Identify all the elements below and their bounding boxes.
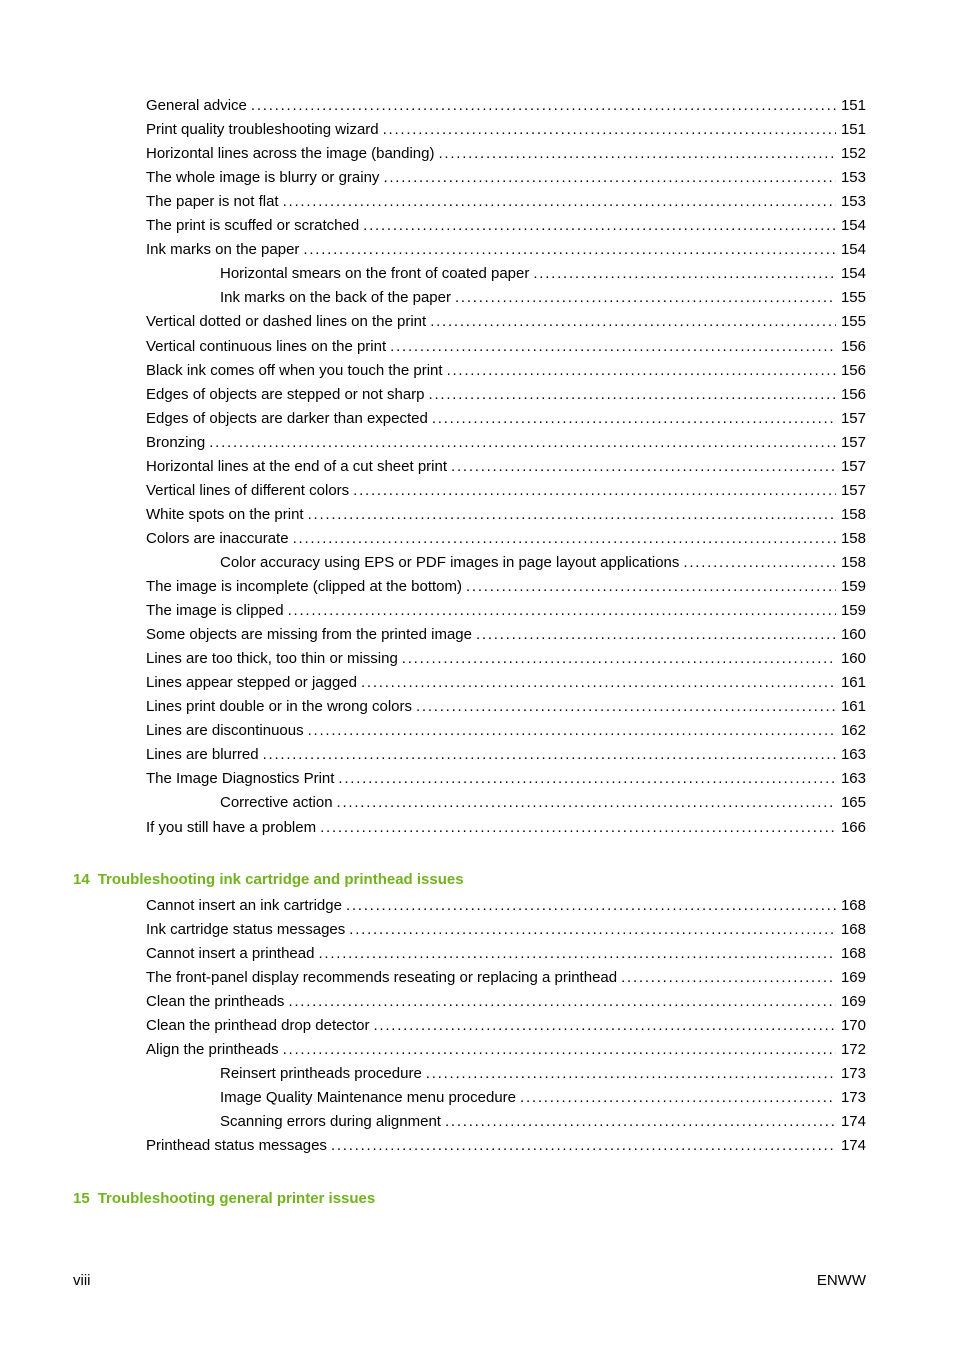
toc-entry-title: The image is clipped xyxy=(146,602,284,620)
dot-leader xyxy=(353,481,836,501)
toc-entry-page: 153 xyxy=(840,169,866,187)
toc-entry-title: Cannot insert an ink cartridge xyxy=(146,897,342,914)
toc-entry[interactable] xyxy=(146,144,866,164)
toc-entry-page: 154 xyxy=(840,217,866,235)
dot-leader xyxy=(447,361,836,381)
toc-entry[interactable] xyxy=(146,625,866,645)
toc-entry-title: Horizontal lines across the image (banding) xyxy=(146,145,435,163)
toc-entry[interactable] xyxy=(146,505,866,525)
toc-entry-title: Ink cartridge status messages xyxy=(146,921,346,938)
toc-entry-title: Lines print double or in the wrong colors xyxy=(146,698,412,716)
toc-entry-page: 151 xyxy=(840,121,866,139)
toc-entry-page: 154 xyxy=(840,241,866,259)
toc-entry-page: 157 xyxy=(840,481,866,499)
toc-entry-page: 162 xyxy=(840,722,866,740)
dot-leader xyxy=(283,1040,836,1060)
toc-entry-page: 156 xyxy=(840,361,866,379)
dot-leader xyxy=(346,896,836,916)
toc-entry-page: 172 xyxy=(840,1041,866,1058)
toc-entry-title: Image Quality Maintenance menu procedure xyxy=(220,1089,517,1106)
toc-entry-page: 160 xyxy=(840,626,866,644)
toc-entry[interactable] xyxy=(146,896,866,916)
toc-entry-page: 173 xyxy=(840,1089,866,1106)
dot-leader xyxy=(520,1088,836,1108)
chapter-title: Troubleshooting ink cartridge and printhead issues xyxy=(97,871,464,888)
toc-entry[interactable] xyxy=(220,288,866,308)
toc-entry[interactable] xyxy=(146,120,866,140)
toc-entry-title: Bronzing xyxy=(146,433,206,451)
toc-entry-title: Vertical dotted or dashed lines on the print xyxy=(146,313,427,331)
toc-entry[interactable] xyxy=(146,601,866,621)
toc-entry-title: White spots on the print xyxy=(146,505,304,523)
toc-entry-page: 163 xyxy=(840,770,866,788)
dot-leader xyxy=(308,505,836,525)
toc-entry-title: Black ink comes off when you touch the print xyxy=(146,361,443,379)
toc-entry-page: 165 xyxy=(840,794,866,812)
dot-leader xyxy=(383,168,836,188)
toc-entry-page: 157 xyxy=(840,457,866,475)
toc-entry-title: Lines are blurred xyxy=(146,746,259,764)
toc-entry-page: 169 xyxy=(840,993,866,1010)
toc-entry-title: Edges of objects are darker than expected xyxy=(146,409,428,427)
toc-entry-title: Color accuracy using EPS or PDF images in page layout applications xyxy=(220,553,680,571)
toc-entry-title: Corrective action xyxy=(220,794,333,812)
toc-entry-title: Cannot insert a printhead xyxy=(146,945,315,962)
toc-entry-title: Ink marks on the paper xyxy=(146,241,300,259)
dot-leader xyxy=(438,144,835,164)
toc-entry[interactable] xyxy=(220,1088,866,1108)
dot-leader xyxy=(432,409,836,429)
toc-entry[interactable] xyxy=(220,793,866,813)
chapter-number: 15 xyxy=(73,1190,90,1207)
toc-entry-title: Lines appear stepped or jagged xyxy=(146,674,357,692)
toc-entry-title: The whole image is blurry or grainy xyxy=(146,169,380,187)
toc-entry-page: 170 xyxy=(840,1017,866,1034)
toc-entry-page: 169 xyxy=(840,969,866,986)
dot-leader xyxy=(476,625,836,645)
dot-leader xyxy=(209,433,836,453)
dot-leader xyxy=(283,192,836,212)
dot-leader xyxy=(288,601,836,621)
toc-entry-page: 154 xyxy=(840,265,866,283)
chapter-heading-14[interactable] xyxy=(73,870,464,890)
chapter-number: 14 xyxy=(73,871,90,888)
toc-entry[interactable] xyxy=(146,769,866,789)
toc-entry-title: Printhead status messages xyxy=(146,1137,327,1154)
toc-entry-page: 159 xyxy=(840,602,866,620)
dot-leader xyxy=(402,649,836,669)
toc-entry[interactable] xyxy=(146,240,866,260)
toc-entry-page: 168 xyxy=(840,945,866,962)
chapter-heading-15[interactable] xyxy=(73,1189,375,1209)
toc-entry-page: 161 xyxy=(840,698,866,716)
toc-entry[interactable] xyxy=(146,944,866,964)
toc-entry-page: 153 xyxy=(840,193,866,211)
toc-entry-page: 158 xyxy=(840,553,866,571)
toc-entry[interactable] xyxy=(146,818,866,838)
toc-entry[interactable] xyxy=(146,457,866,477)
dot-leader xyxy=(430,312,836,332)
dot-leader xyxy=(621,968,836,988)
toc-entry[interactable] xyxy=(146,1136,866,1156)
toc-entry-title: If you still have a problem xyxy=(146,818,317,836)
toc-entry[interactable] xyxy=(146,968,866,988)
dot-leader xyxy=(361,673,836,693)
chapter-title: Troubleshooting general printer issues xyxy=(97,1190,376,1207)
toc-entry[interactable] xyxy=(146,312,866,332)
toc-entry-page: 157 xyxy=(840,433,866,451)
toc-entry-page: 155 xyxy=(840,289,866,307)
toc-entry-title: Lines are discontinuous xyxy=(146,722,304,740)
dot-leader xyxy=(373,1016,835,1036)
toc-entry-title: Scanning errors during alignment xyxy=(220,1113,441,1130)
dot-leader xyxy=(337,793,836,813)
toc-entry[interactable] xyxy=(146,1040,866,1060)
dot-leader xyxy=(466,577,836,597)
dot-leader xyxy=(263,745,836,765)
toc-entry[interactable] xyxy=(146,992,866,1012)
toc-entry[interactable] xyxy=(146,216,866,236)
toc-entry[interactable] xyxy=(220,1064,866,1084)
toc-entry[interactable] xyxy=(220,1112,866,1132)
toc-entry-title: Horizontal smears on the front of coated paper xyxy=(220,265,530,283)
toc-entry-title: Align the printheads xyxy=(146,1041,279,1058)
dot-leader xyxy=(308,721,836,741)
dot-leader xyxy=(416,697,836,717)
toc-entry[interactable] xyxy=(146,361,866,381)
toc-entry[interactable] xyxy=(146,481,866,501)
footer-page-number: viii xyxy=(73,1272,91,1289)
dot-leader xyxy=(445,1112,836,1132)
toc-entry-page: 159 xyxy=(840,578,866,595)
toc-entry[interactable] xyxy=(220,264,866,284)
toc-entry-title: The print is scuffed or scratched xyxy=(146,217,360,235)
toc-entry-title: Some objects are missing from the printed image xyxy=(146,626,472,644)
toc-entry[interactable] xyxy=(146,385,866,405)
toc-entry-title: Colors are inaccurate xyxy=(146,529,289,547)
toc-entry[interactable] xyxy=(146,96,866,116)
toc-entry-title: The image is incomplete (clipped at the bottom) xyxy=(146,578,462,595)
dot-leader xyxy=(429,385,836,405)
dot-leader xyxy=(451,457,836,477)
toc-entry-page: 158 xyxy=(840,505,866,523)
toc-entry-title: Horizontal lines at the end of a cut sheet print xyxy=(146,457,448,475)
footer-code: ENWW xyxy=(816,1272,866,1289)
toc-entry-page: 160 xyxy=(840,650,866,668)
toc-entry-page: 152 xyxy=(840,145,866,163)
toc-entry[interactable] xyxy=(146,697,866,717)
toc-entry[interactable] xyxy=(146,745,866,765)
toc-entry-page: 174 xyxy=(840,1137,866,1154)
toc-entry-title: The paper is not flat xyxy=(146,193,279,211)
toc-entry[interactable] xyxy=(146,192,866,212)
toc-entry[interactable] xyxy=(146,433,866,453)
toc-entry[interactable] xyxy=(146,673,866,693)
toc-entry-title: Print quality troubleshooting wizard xyxy=(146,121,379,139)
toc-entry[interactable] xyxy=(146,337,866,357)
toc-entry-page: 163 xyxy=(840,746,866,764)
toc-entry-title: General advice xyxy=(146,97,247,114)
toc-entry-title: The Image Diagnostics Print xyxy=(146,770,335,788)
toc-entry[interactable] xyxy=(146,168,866,188)
toc-entry-title: Clean the printhead drop detector xyxy=(146,1017,370,1034)
dot-leader xyxy=(251,96,836,116)
toc-entry-page: 161 xyxy=(840,674,866,692)
toc-entry-page: 156 xyxy=(840,385,866,403)
toc-entry[interactable] xyxy=(146,920,866,940)
dot-leader xyxy=(683,553,836,573)
toc-entry-page: 168 xyxy=(840,921,866,938)
toc-entry-page: 174 xyxy=(840,1113,866,1130)
toc-entry-title: Vertical lines of different colors xyxy=(146,481,350,499)
dot-leader xyxy=(338,769,836,789)
toc-entry-title: Clean the printheads xyxy=(146,993,285,1010)
toc-entry-title: Vertical continuous lines on the print xyxy=(146,337,387,355)
dot-leader xyxy=(363,216,836,236)
toc-entry[interactable] xyxy=(220,553,866,573)
toc-entry-title: Lines are too thick, too thin or missing xyxy=(146,650,398,668)
toc-entry-title: Ink marks on the back of the paper xyxy=(220,289,451,307)
toc-entry-title: Edges of objects are stepped or not sharp xyxy=(146,385,425,403)
toc-entry[interactable] xyxy=(146,409,866,429)
toc-entry-title: Reinsert printheads procedure xyxy=(220,1065,422,1082)
dot-leader xyxy=(383,120,836,140)
dot-leader xyxy=(455,288,836,308)
dot-leader xyxy=(303,240,836,260)
toc-entry-page: 166 xyxy=(840,818,866,836)
dot-leader xyxy=(320,818,836,838)
dot-leader xyxy=(533,264,836,284)
toc-entry[interactable] xyxy=(146,649,866,669)
dot-leader xyxy=(318,944,836,964)
dot-leader xyxy=(426,1064,836,1084)
toc-entry[interactable] xyxy=(146,1016,866,1036)
toc-entry-page: 155 xyxy=(840,313,866,331)
toc-entry[interactable] xyxy=(146,721,866,741)
toc-entry-page: 173 xyxy=(840,1065,866,1082)
toc-entry-page: 156 xyxy=(840,337,866,355)
toc-entry[interactable] xyxy=(146,529,866,549)
toc-entry-page: 157 xyxy=(840,409,866,427)
dot-leader xyxy=(390,337,836,357)
toc-entry-page: 158 xyxy=(840,529,866,547)
dot-leader xyxy=(293,529,836,549)
toc-entry-page: 151 xyxy=(840,97,866,114)
toc-entry[interactable] xyxy=(146,577,866,597)
dot-leader xyxy=(288,992,836,1012)
toc-entry-page: 168 xyxy=(840,897,866,914)
dot-leader xyxy=(331,1136,836,1156)
dot-leader xyxy=(349,920,836,940)
toc-entry-title: The front-panel display recommends reseating or replacing a printhead xyxy=(146,969,618,986)
